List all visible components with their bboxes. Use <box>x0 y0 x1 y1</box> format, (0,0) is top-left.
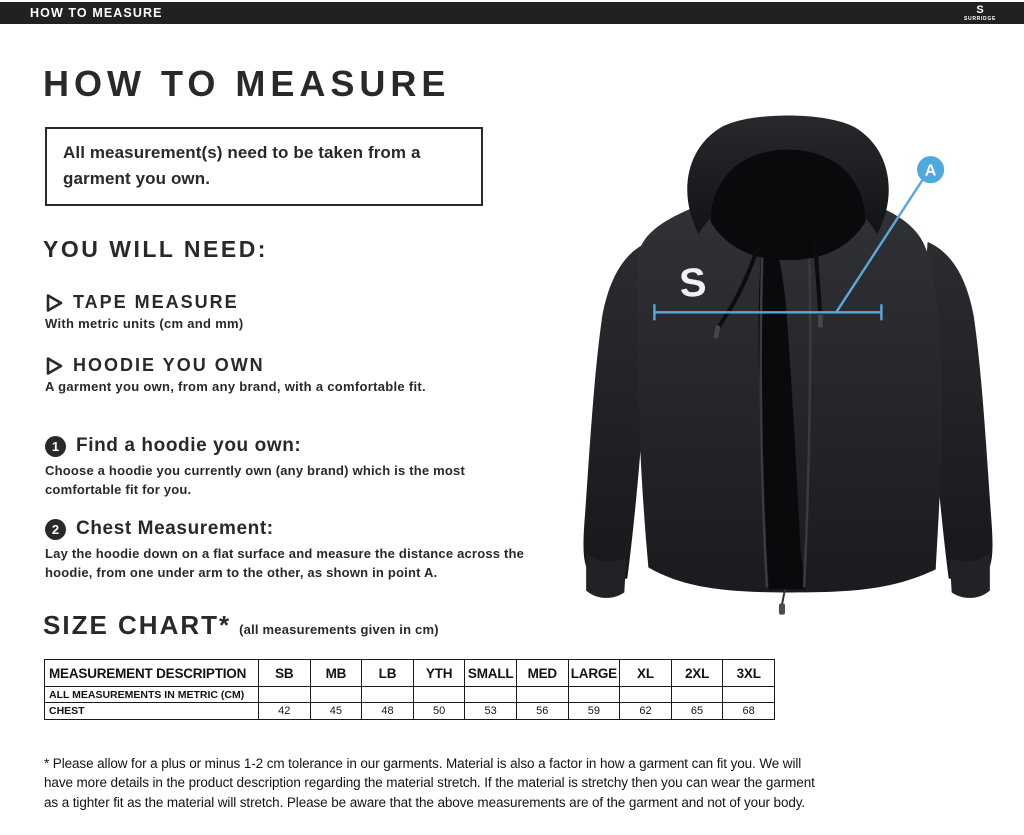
top-bar <box>0 2 1024 24</box>
table-cell: 42 <box>259 703 311 720</box>
surridge-logo-text: SURRIDGE <box>964 15 996 22</box>
table-header-cell: MED <box>516 660 568 687</box>
table-cell <box>310 687 362 703</box>
table-header-cell: SB <box>259 660 311 687</box>
table-cell: 65 <box>671 703 723 720</box>
table-cell <box>516 687 568 703</box>
table-cell <box>723 687 775 703</box>
step-title: Chest Measurement: <box>76 518 274 539</box>
notice-box <box>45 127 483 206</box>
table-header-cell: MB <box>310 660 362 687</box>
table-cell: 53 <box>465 703 517 720</box>
table-cell <box>620 687 672 703</box>
page-title: HOW TO MEASURE <box>43 63 451 104</box>
step-desc: Lay the hoodie down on a flat surface and measure the distance across the hoodie, from one under arm to the other, as shown in point A. <box>45 546 525 580</box>
need-item-title: TAPE MEASURE <box>73 292 239 312</box>
tolerance-footnote: * Please allow for a plus or minus 1-2 cm tolerance in our garments. Material is also a factor in how a garment can fit you. We will have more details in the product description regarding the material stretch. If the material is stretchy then you can wear the garment as a tighter fit as the material will stretch. Please be aware that the above measurements are of the garment and not of your body. <box>44 755 815 810</box>
top-bar-title: HOW TO MEASURE <box>30 6 163 20</box>
need-item-hoodie <box>45 355 426 394</box>
table-cell: 56 <box>516 703 568 720</box>
table-cell: 50 <box>413 703 465 720</box>
table-row-chest <box>45 703 775 720</box>
need-item-title: HOODIE YOU OWN <box>73 355 265 375</box>
table-cell: CHEST <box>45 703 259 720</box>
step-1-find-hoodie <box>45 435 523 500</box>
table-cell: 45 <box>310 703 362 720</box>
garment-chest-logo: S <box>677 259 708 307</box>
zipper-pull <box>779 604 785 615</box>
surridge-logo <box>964 5 996 22</box>
table-header-cell: YTH <box>413 660 465 687</box>
table-cell: 59 <box>568 703 620 720</box>
hoodie-illustration <box>552 98 1024 623</box>
table-header-cell: XL <box>620 660 672 687</box>
step-number-badge: 2 <box>45 519 66 540</box>
hoodie-drawcord-aglet-right <box>818 314 823 327</box>
size-chart-table <box>44 659 775 720</box>
size-chart-heading <box>43 610 439 641</box>
table-cell <box>413 687 465 703</box>
step-desc: Choose a hoodie you currently own (any brand) which is the most comfortable fit for you. <box>45 463 465 497</box>
surridge-s-icon: S <box>976 3 984 16</box>
table-cell <box>259 687 311 703</box>
marker-a-label: A <box>924 161 937 180</box>
table-header-cell: SMALL <box>465 660 517 687</box>
step-2-chest-measurement <box>45 518 557 583</box>
need-item-desc: A garment you own, from any brand, with a comfortable fit. <box>45 379 426 394</box>
size-chart-subtitle: (all measurements given in cm) <box>239 622 439 637</box>
size-chart-title: SIZE CHART* <box>43 610 232 640</box>
table-header-cell: LARGE <box>568 660 620 687</box>
table-cell: 68 <box>723 703 775 720</box>
table-header-cell: LB <box>362 660 414 687</box>
table-cell <box>568 687 620 703</box>
table-cell: ALL MEASUREMENTS IN METRIC (CM) <box>45 687 259 703</box>
table-header-cell: 2XL <box>671 660 723 687</box>
table-cell <box>362 687 414 703</box>
table-cell: 48 <box>362 703 414 720</box>
triangle-bullet-icon <box>45 356 64 376</box>
step-number-badge: 1 <box>45 436 66 457</box>
you-will-need-heading: YOU WILL NEED: <box>43 236 268 262</box>
step-title: Find a hoodie you own: <box>76 435 302 456</box>
table-cell <box>671 687 723 703</box>
need-item-tape-measure <box>45 292 244 331</box>
triangle-bullet-icon <box>45 293 64 313</box>
table-header-cell: MEASUREMENT DESCRIPTION <box>45 660 259 687</box>
notice-text: All measurement(s) need to be taken from a garment you own. <box>63 143 421 188</box>
table-header-row <box>45 660 775 687</box>
table-cell <box>465 687 517 703</box>
table-cell: 62 <box>620 703 672 720</box>
table-header-cell: 3XL <box>723 660 775 687</box>
table-row-metric-note <box>45 687 775 703</box>
need-item-desc: With metric units (cm and mm) <box>45 316 244 331</box>
